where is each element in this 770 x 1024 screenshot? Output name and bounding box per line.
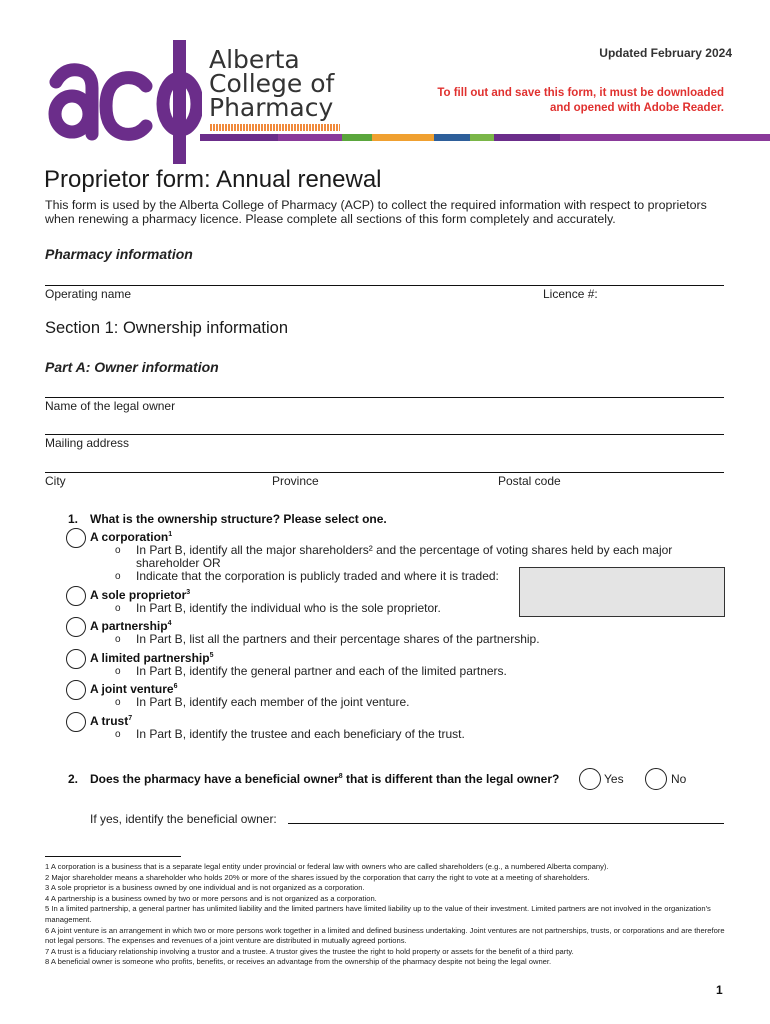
footnote-ref: 7	[128, 715, 133, 722]
footnotes	[45, 862, 730, 968]
city-province-postal-field[interactable]	[45, 472, 724, 473]
bullet-text: In Part B, identify all the major shareholders² and the percentage of voting shares held by each major shareholder OR	[136, 543, 673, 570]
color-bar-segment	[372, 134, 434, 141]
bullet-item	[115, 664, 726, 678]
bullet-symbol: o	[115, 571, 121, 582]
footnote: 3 A sole proprietor is a business owned by one individual and is not organized as a corporation.	[45, 883, 365, 893]
partA-heading: Part A: Owner information	[45, 359, 219, 375]
bullet-text: In Part B, list all the partners and their percentage shares of the partnership.	[136, 632, 540, 646]
operating-name-field[interactable]	[45, 285, 724, 286]
bullet-item	[115, 695, 726, 709]
bullet-text: In Part B, identify the trustee and each beneficiary of the trust.	[136, 727, 465, 741]
option-corporation	[90, 530, 172, 544]
footnote-ref: 8	[338, 773, 343, 780]
city-label: City	[45, 474, 66, 488]
color-bar-segment	[470, 134, 494, 141]
bullet-symbol: o	[115, 545, 121, 556]
q2-text-after: that is different than the legal owner?	[342, 772, 560, 786]
yes-label: Yes	[604, 772, 624, 786]
q1-text: What is the ownership structure? Please select one.	[90, 512, 387, 526]
org-name-line: College of	[209, 69, 335, 98]
option-sole-proprietor	[90, 588, 190, 602]
org-name	[209, 45, 335, 122]
footnote-ref: 4	[167, 620, 172, 627]
org-name-line: Alberta	[209, 45, 300, 74]
province-label: Province	[272, 474, 319, 488]
footnote-divider	[45, 856, 181, 857]
bullet-symbol: o	[115, 666, 121, 677]
brand-color-bar	[200, 134, 770, 141]
option-joint-venture	[90, 682, 177, 696]
legal-owner-label: Name of the legal owner	[45, 399, 176, 413]
postal-code-label: Postal code	[498, 474, 561, 488]
radio-trust[interactable]	[66, 712, 86, 732]
bullet-item	[115, 727, 726, 741]
bullet-item	[115, 569, 526, 583]
mailing-address-label: Mailing address	[45, 436, 130, 450]
color-bar-segment	[342, 134, 372, 141]
notice-line: and opened with Adobe Reader.	[549, 102, 724, 114]
footnote: 6 A joint venture is an arrangement in which two or more persons work together in a limited and defined business undertaking. Joint ventures are not partnerships, trusts, or corporations and are therefore not legal persons. The expenses and revenues of a joint venture are distributed in mutually agreed portions.	[45, 925, 725, 946]
option-label: A limited partnership	[90, 651, 210, 665]
bullet-text: In Part B, identify the general partner and each of the limited partners.	[136, 664, 507, 678]
q2-number: 2.	[68, 772, 79, 786]
bullet-symbol: o	[115, 634, 121, 645]
color-bar-segment	[434, 134, 470, 141]
option-label: A corporation	[90, 530, 169, 544]
footnote: 4 A partnership is a business owned by two or more persons and is not organized as a corporation.	[45, 893, 377, 903]
footnote: 2 Major shareholder means a shareholder who holds 20% or more of the shares issued by the corporation that carry the right to vote at a meeting of shareholders.	[45, 872, 590, 882]
color-bar-segment	[560, 134, 770, 141]
bullet-text: In Part B, identify each member of the joint venture.	[136, 695, 410, 709]
radio-joint-venture[interactable]	[66, 680, 86, 700]
publicly-traded-input[interactable]	[519, 567, 725, 617]
option-label: A sole proprietor	[90, 588, 187, 602]
logo-stripe	[210, 124, 340, 131]
option-partnership	[90, 619, 171, 633]
q2-text	[90, 772, 559, 786]
licence-label: Licence #:	[543, 287, 598, 301]
org-name-line: Pharmacy	[209, 93, 334, 122]
bullet-item	[115, 601, 516, 615]
footnote-ref: 5	[209, 652, 214, 659]
bullet-item	[115, 632, 726, 646]
option-label: A trust	[90, 714, 129, 728]
color-bar-segment	[278, 134, 342, 141]
radio-limited-partnership[interactable]	[66, 649, 86, 669]
intro-text: This form is used by the Alberta College of Pharmacy (ACP) to collect the required information with respect to proprietors when renewing a pharmacy licence. Please complete all sections of this form completely and accurately.	[45, 198, 707, 226]
radio-corporation[interactable]	[66, 528, 86, 548]
beneficial-owner-field[interactable]	[288, 823, 724, 824]
q1-number: 1.	[68, 512, 79, 526]
option-limited-partnership	[90, 651, 213, 665]
option-label: A partnership	[90, 619, 168, 633]
bullet-symbol: o	[115, 697, 121, 708]
footnote-ref: 3	[186, 589, 191, 596]
radio-sole-proprietor[interactable]	[66, 586, 86, 606]
mailing-address-field[interactable]	[45, 434, 724, 435]
radio-partnership[interactable]	[66, 617, 86, 637]
footnote: 7 A trust is a fiduciary relationship involving a trustor and a trustee. A trustor gives the trustee the right to hold property or assets for the benefit of a third party.	[45, 946, 574, 956]
bullet-text: In Part B, identify the individual who is the sole proprietor.	[136, 601, 441, 615]
adobe-notice	[437, 86, 724, 116]
footnote-ref: 6	[173, 683, 178, 690]
bullet-symbol: o	[115, 729, 121, 740]
footnote-ref: 1	[168, 531, 173, 538]
pharmacy-info-heading: Pharmacy information	[45, 246, 193, 262]
option-trust	[90, 714, 132, 728]
q2-text-before: Does the pharmacy have a beneficial owner	[90, 772, 339, 786]
footnote: 1 A corporation is a business that is a separate legal entity under provincial or federal law with owners who are called shareholders (e.g., a numbered Alberta company).	[45, 862, 609, 871]
section1-heading: Section 1: Ownership information	[45, 319, 289, 337]
page-number: 1	[716, 983, 723, 997]
updated-date: Updated February 2024	[599, 46, 732, 60]
footnote: 8 A beneficial owner is someone who profits, benefits, or receives an advantage from the ownership of the pharmacy despite not being the legal owner.	[45, 957, 552, 967]
color-bar-segment	[494, 134, 560, 141]
form-title: Proprietor form: Annual renewal	[44, 166, 382, 193]
bullet-text: Indicate that the corporation is publicly traded and where it is traded:	[136, 569, 499, 583]
bullet-symbol: o	[115, 603, 121, 614]
option-label: A joint venture	[90, 682, 174, 696]
no-label: No	[671, 772, 687, 786]
legal-owner-field[interactable]	[45, 397, 724, 398]
color-bar-segment	[200, 134, 278, 141]
operating-name-label: Operating name	[45, 287, 132, 301]
footnote: 5 In a limited partnership, a general partner has unlimited liability and the limited partners have limited liability up to the value of their investment. Limited partners are not involved in the organization's management.	[45, 904, 711, 924]
radio-yes[interactable]	[579, 768, 601, 790]
radio-no[interactable]	[645, 768, 667, 790]
beneficial-owner-label: If yes, identify the beneficial owner:	[90, 812, 277, 826]
notice-line: To fill out and save this form, it must be downloaded	[437, 87, 724, 99]
acp-logo	[42, 38, 202, 166]
